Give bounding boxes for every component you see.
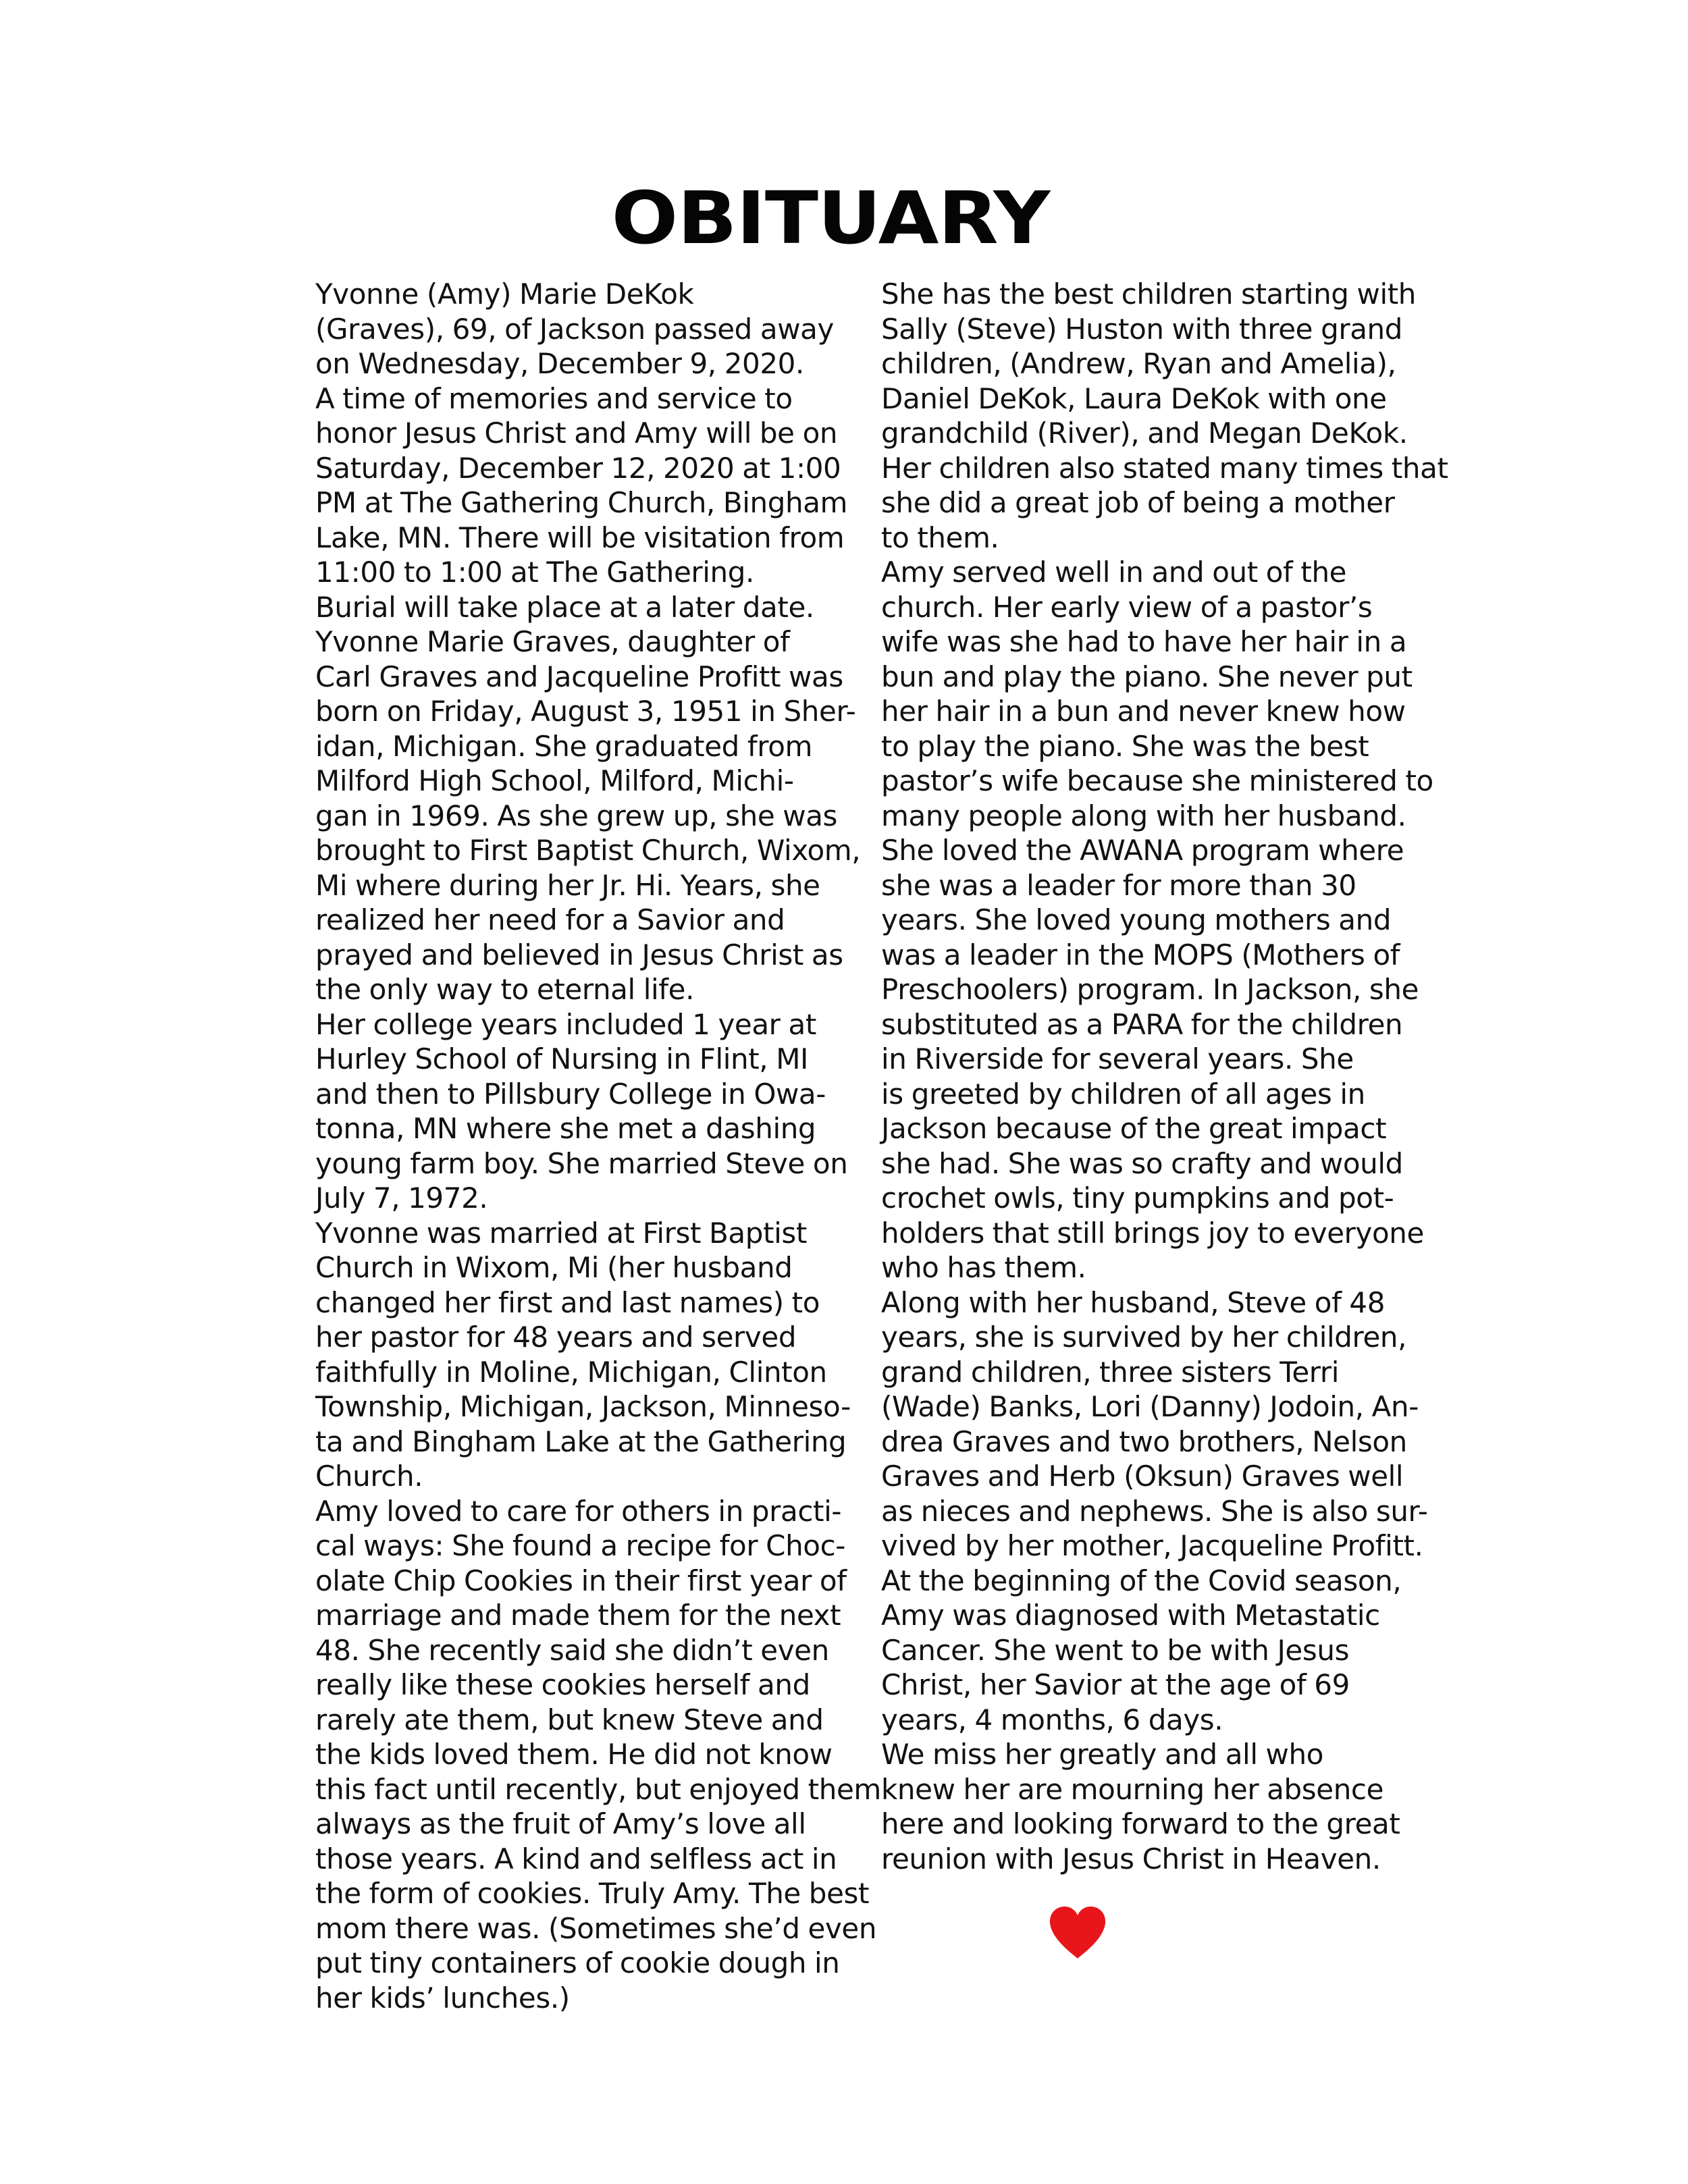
text-line: Her children also stated many times that xyxy=(881,451,1448,485)
text-line: rarely ate them, but knew Steve and xyxy=(315,1703,824,1736)
text-line: Amy loved to care for others in practi- xyxy=(315,1494,842,1528)
text-line: Township, Michigan, Jackson, Minneso- xyxy=(315,1390,851,1423)
text-line: is greeted by children of all ages in xyxy=(881,1077,1365,1111)
left-paragraph xyxy=(286,277,848,590)
text-line: Lake, MN. There will be visitation from xyxy=(315,521,845,554)
text-line: mom there was. (Sometimes she’d even xyxy=(315,1911,877,1945)
left-paragraph xyxy=(286,1494,881,2016)
text-line: and then to Pillsbury College in Owa- xyxy=(315,1077,826,1111)
text-line: 11:00 to 1:00 at The Gathering. xyxy=(315,556,754,589)
text-line: Christ, her Savior at the age of 69 xyxy=(881,1668,1350,1701)
text-line: honor Jesus Christ and Amy will be on xyxy=(315,417,838,450)
right-text-column xyxy=(851,277,1448,1876)
text-line: July 7, 1972. xyxy=(315,1181,488,1215)
text-line: this fact until recently, but enjoyed them xyxy=(315,1772,881,1806)
text-line: idan, Michigan. She graduated from xyxy=(315,729,813,763)
text-line: to play the piano. She was the best xyxy=(881,729,1369,763)
text-line: Cancer. She went to be with Jesus xyxy=(881,1633,1350,1667)
text-line: PM at The Gathering Church, Bingham xyxy=(315,486,848,519)
text-line: 48. She recently said she didn’t even xyxy=(315,1633,829,1667)
right-paragraph xyxy=(851,1285,1428,1738)
text-line: We miss her greatly and all who xyxy=(881,1738,1324,1771)
text-line: brought to First Baptist Church, Wixom, xyxy=(315,834,861,867)
text-line: her hair in a bun and never knew how xyxy=(881,695,1406,728)
text-line: bun and play the piano. She never put xyxy=(881,660,1413,693)
text-line: to them. xyxy=(881,521,999,554)
text-line: Hurley School of Nursing in Flint, MI xyxy=(315,1042,809,1075)
text-line: Yvonne was married at First Baptist xyxy=(315,1216,807,1250)
text-line: Her college years included 1 year at xyxy=(315,1007,816,1041)
left-text-column xyxy=(286,277,881,2015)
text-line: Amy was diagnosed with Metastatic xyxy=(881,1599,1380,1632)
text-line: really like these cookies herself and xyxy=(315,1668,810,1701)
text-line: gan in 1969. As she grew up, she was xyxy=(315,799,838,832)
text-line: she had. She was so crafty and would xyxy=(881,1146,1403,1180)
text-line: put tiny containers of cookie dough in xyxy=(315,1946,840,1979)
text-line: vived by her mother, Jacqueline Profitt. xyxy=(881,1529,1423,1562)
text-line: At the beginning of the Covid season, xyxy=(881,1564,1402,1597)
text-line: pastor’s wife because she ministered to xyxy=(881,764,1433,797)
text-line: the form of cookies. Truly Amy. The best xyxy=(315,1877,870,1910)
text-line: crochet owls, tiny pumpkins and pot- xyxy=(881,1181,1394,1215)
text-line: those years. A kind and selfless act in xyxy=(315,1842,837,1875)
text-line: wife was she had to have her hair in a xyxy=(881,625,1407,658)
left-paragraph xyxy=(286,590,819,625)
text-line: here and looking forward to the great xyxy=(881,1807,1400,1840)
text-line: Saturday, December 12, 2020 at 1:00 xyxy=(315,451,841,485)
text-line: her pastor for 48 years and served xyxy=(315,1321,797,1354)
right-paragraph xyxy=(851,555,1433,1285)
page-title: OBITUARY xyxy=(611,176,1050,261)
text-line: the only way to eternal life. xyxy=(315,973,695,1006)
text-line: was a leader in the MOPS (Mothers of xyxy=(881,938,1400,971)
text-line: on Wednesday, December 9, 2020. xyxy=(315,347,804,380)
text-line: holders that still brings joy to everyone xyxy=(881,1216,1424,1250)
right-paragraph xyxy=(851,277,1448,555)
text-line: Milford High School, Milford, Michi- xyxy=(315,764,794,797)
text-line: born on Friday, August 3, 1951 in Sher- xyxy=(315,695,856,728)
text-line: Mi where during her Jr. Hi. Years, she xyxy=(315,868,820,902)
text-line: as nieces and nephews. She is also sur- xyxy=(881,1494,1428,1528)
text-line: faithfully in Moline, Michigan, Clinton xyxy=(315,1355,827,1389)
text-line: Yvonne Marie Graves, daughter of xyxy=(315,625,790,658)
text-line: Sally (Steve) Huston with three grand xyxy=(881,312,1403,346)
text-line: Burial will take place at a later date. xyxy=(315,590,814,624)
text-line: many people along with her husband. xyxy=(881,799,1406,832)
text-line: cal ways: She found a recipe for Choc- xyxy=(315,1529,846,1562)
text-line: realized her need for a Savior and xyxy=(315,903,785,936)
text-line: the kids loved them. He did not know xyxy=(315,1738,833,1771)
text-line: reunion with Jesus Christ in Heaven. xyxy=(881,1842,1381,1875)
text-line: she did a great job of being a mother xyxy=(881,486,1395,519)
text-line: her kids’ lunches.) xyxy=(315,1981,570,2015)
text-line: substituted as a PARA for the children xyxy=(881,1007,1403,1041)
text-line: She loved the AWANA program where xyxy=(881,834,1404,867)
text-line: (Graves), 69, of Jackson passed away xyxy=(315,312,834,346)
text-line: Church. xyxy=(315,1460,423,1493)
text-line: in Riverside for several years. She xyxy=(881,1042,1354,1075)
text-line: church. Her early view of a pastor’s xyxy=(881,590,1373,624)
text-line: prayed and believed in Jesus Christ as xyxy=(315,938,843,971)
text-line: A time of memories and service to xyxy=(315,381,793,415)
text-line: she was a leader for more than 30 xyxy=(881,868,1356,902)
text-line: always as the fruit of Amy’s love all xyxy=(315,1807,806,1840)
text-line: changed her first and last names) to xyxy=(315,1285,820,1319)
text-line: Along with her husband, Steve of 48 xyxy=(881,1285,1386,1319)
text-line: (Wade) Banks, Lori (Danny) Jodoin, An- xyxy=(881,1390,1419,1423)
text-line: Yvonne (Amy) Marie DeKok xyxy=(315,277,694,311)
text-line: Preschoolers) program. In Jackson, she xyxy=(881,973,1419,1006)
text-line: children, (Andrew, Ryan and Amelia), xyxy=(881,347,1396,380)
text-line: She has the best children starting with xyxy=(881,277,1417,311)
left-paragraph xyxy=(286,624,861,1007)
left-paragraph xyxy=(286,1216,851,1494)
text-line: years, she is survived by her children, xyxy=(881,1321,1407,1354)
text-line: Graves and Herb (Oksun) Graves well xyxy=(881,1460,1404,1493)
text-line: who has them. xyxy=(881,1251,1086,1284)
text-line: tonna, MN where she met a dashing xyxy=(315,1112,816,1145)
left-paragraph xyxy=(286,1007,848,1216)
text-line: Jackson because of the great impact xyxy=(881,1112,1387,1145)
text-line: drea Graves and two brothers, Nelson xyxy=(881,1424,1407,1458)
text-line: ta and Bingham Lake at the Gathering xyxy=(315,1424,847,1458)
text-line: grandchild (River), and Megan DeKok. xyxy=(881,417,1408,450)
text-line: olate Chip Cookies in their first year of xyxy=(315,1564,847,1597)
text-line: knew her are mourning her absence xyxy=(881,1772,1384,1806)
text-line: Carl Graves and Jacqueline Profitt was xyxy=(315,660,843,693)
text-line: Amy served well in and out of the xyxy=(881,556,1347,589)
text-line: years. She loved young mothers and xyxy=(881,903,1392,936)
right-paragraph xyxy=(851,1737,1400,1876)
text-line: young farm boy. She married Steve on xyxy=(315,1146,848,1180)
heart-icon xyxy=(1049,1906,1107,1960)
text-line: years, 4 months, 6 days. xyxy=(881,1703,1223,1736)
text-line: marriage and made them for the next xyxy=(315,1599,841,1632)
text-line: Church in Wixom, Mi (her husband xyxy=(315,1251,793,1284)
text-line: grand children, three sisters Terri xyxy=(881,1355,1340,1389)
text-line: Daniel DeKok, Laura DeKok with one xyxy=(881,381,1387,415)
